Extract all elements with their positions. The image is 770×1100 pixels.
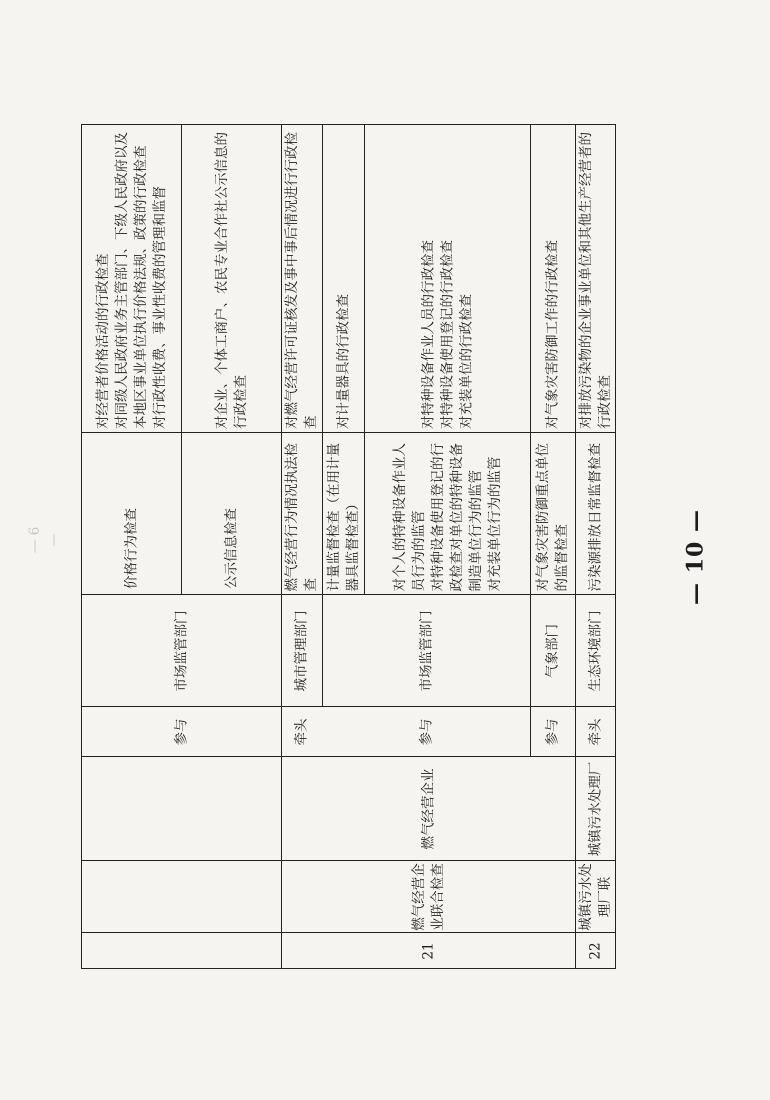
check-name: 城镇污水处理厂联	[577, 862, 613, 931]
table-border-right	[615, 124, 616, 969]
cell-detail	[576, 125, 615, 432]
check-text: 公示信息检查	[223, 507, 239, 589]
cell-detail	[182, 125, 281, 432]
check-text: 对气象灾害防御重点单位的监督检查	[535, 442, 570, 591]
check-text: 污染源排放日常监督检查	[587, 442, 603, 591]
check-object: 燃气经营企业	[420, 768, 436, 849]
dept-text: 市场监管部门	[418, 610, 434, 691]
cell-object	[576, 757, 615, 860]
check-name: 燃气经营企业联合检查	[410, 862, 446, 931]
role-text: 牵头	[587, 718, 603, 745]
cell-check	[576, 433, 615, 594]
cell-dept	[82, 595, 281, 706]
cell-role	[576, 707, 615, 756]
check-text: 价格行为检查	[123, 507, 139, 589]
detail-text: 对计量器具的行政检查	[335, 293, 351, 429]
cell-role	[282, 707, 322, 756]
cell-detail	[531, 125, 575, 432]
check-text: 燃气经营行为情况执法检查	[284, 442, 319, 591]
cell-detail	[282, 125, 322, 432]
cell-check	[323, 433, 364, 594]
detail-text: 对燃气经营许可证核发及事中事后情况进行行政检查	[284, 131, 319, 429]
dept-text: 城市管理部门	[293, 610, 310, 691]
row-number: 22	[587, 941, 603, 960]
page-number-text: — 10 —	[682, 509, 709, 605]
cell-no	[576, 933, 615, 968]
detail-text: 对气象灾害防御工作的行政检查	[544, 239, 561, 429]
cell-role	[531, 707, 575, 756]
cell-detail	[82, 125, 181, 432]
cell-detail	[323, 125, 364, 432]
detail-text: 对特种设备作业人员的行政检查 对特种设备使用登记的行政检查 对充装单位的行政检查	[420, 239, 474, 429]
detail-text: 对排放污染物的企业事业单位和其他生产经营者的行政检查	[577, 131, 613, 429]
role-text: 参与	[173, 718, 189, 745]
cell-no	[282, 933, 575, 968]
detail-text: 对经营者价格活动的行政检查 对同级人民政府业务主管部门、下级人民政府以及本地区事业单位执行价格法规、政策的行政检查 对行政性收费、事业性收费的管理和监督	[94, 131, 168, 429]
dept-text: 生态环境部门	[587, 610, 603, 691]
page-number	[676, 509, 716, 605]
cell-role	[323, 707, 530, 756]
cell-check	[531, 433, 575, 594]
dept-text: 气象部门	[544, 623, 561, 678]
cell-check	[282, 433, 322, 594]
role-text: 参与	[418, 718, 434, 745]
row-number: 21	[420, 941, 436, 960]
cell-dept	[531, 595, 575, 706]
role-text: 牵头	[293, 718, 310, 745]
cell-detail	[365, 125, 530, 432]
cell-check	[82, 433, 181, 594]
check-text: 计量监督检查（在用计量器具监督检查）	[325, 442, 361, 591]
cell-name	[282, 861, 575, 932]
cell-dept	[323, 595, 530, 706]
role-text: 参与	[544, 718, 561, 745]
dept-text: 市场监管部门	[173, 610, 189, 691]
cell-check	[365, 433, 530, 594]
check-object: 城镇污水处理厂	[587, 761, 603, 856]
cell-object	[282, 757, 575, 860]
table-border-bottom	[81, 968, 616, 969]
cell-dept	[282, 595, 322, 706]
cell-dept	[576, 595, 615, 706]
cell-name	[576, 861, 615, 932]
check-text: 对个人的特种设备作业人员行为的监管 对特种设备使用登记的行政检查对单位的特种设备制造单位行为的监管 对充装单位行为的监管	[391, 442, 503, 591]
cell-check	[182, 433, 281, 594]
ghost-header: — 6 —	[27, 526, 62, 554]
detail-text: 对企业、个体工商户、农民专业合作社公示信息的行政检查	[213, 131, 249, 429]
cell-role	[82, 707, 281, 756]
